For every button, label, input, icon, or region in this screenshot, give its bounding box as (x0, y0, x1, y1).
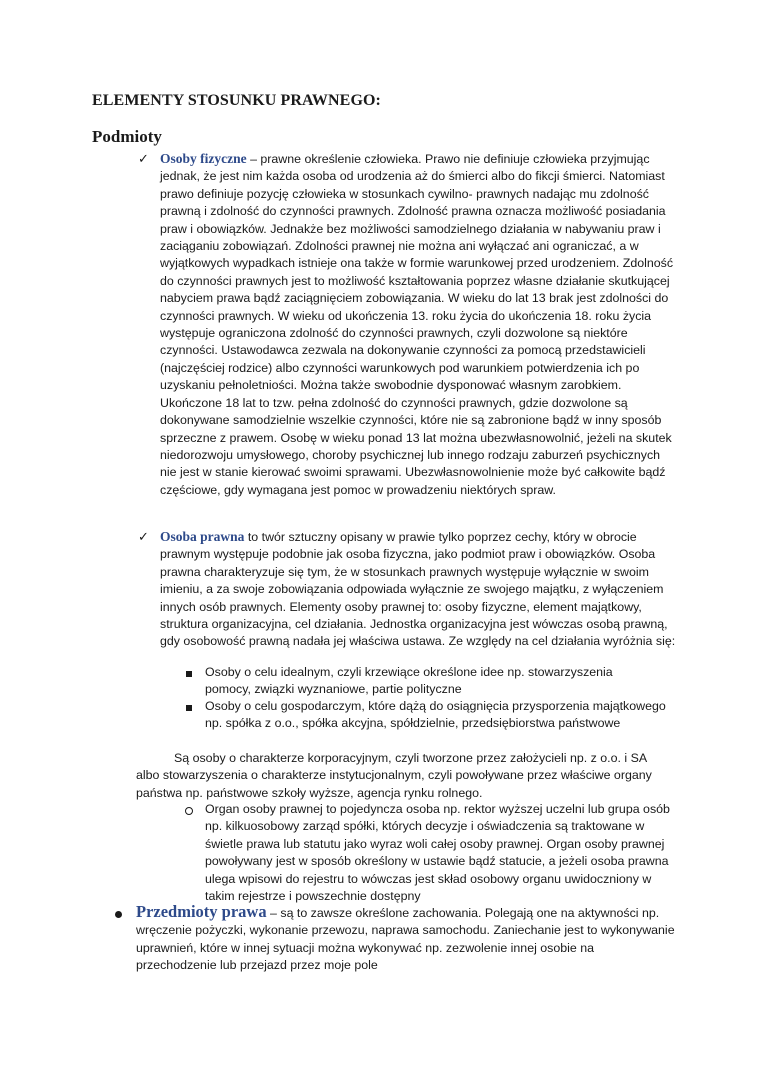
checkmark-icon: ✓ (138, 529, 149, 544)
osoby-fizyczne-term: Osoby fizyczne (160, 151, 247, 166)
korporacyjne-paragraph: Są osoby o charakterze korporacyjnym, czyli tworzone przez założycieli np. z o.o. i SA albo stowarzyszenia o charakterze instytucjonalnym, czyli powoływane przez właściwe organy państwa np. państwowe szkoły wyższe, agencja rynku rolnego. (136, 751, 652, 800)
osoby-fizyczne-text: – prawne określenie człowieka. Prawo nie definiuje człowieka przyjmując jednak, że jest nim każda osoba od urodzenia aż do śmierci albo do fikcji śmierci. Natomiast prawo definiuje pozycję człowieka w stosunkach cywilno- prawnych nadając mu zdolność prawną i zdolność do czynności prawnych. Zdolność prawna oznacza możliwość posiadania praw i obowiązków. Jednakże bez możliwości samodzielnego działania w nabywaniu praw i zaciąganiu zobowiązań. Zdolności prawnej nie można ani wyłączać ani ograniczać, a w wyjątkowych wypadkach istnieje ona także w formie warunkowej przed urodzeniem. Zdolność do czynności prawnych jest to możliwość kształtowania poprzez własne działanie skutkującej nabyciem prawa bądź zaciągnięciem zobowiązania. W wieku do lat 13 brak jest zdolności do czynności prawnych. W wieku od ukończenia 13. roku życia do ukończenia 18. roku życia występuje ograniczona zdolność do czynności prawnych, czyli dozwolone są niektóre czynności. Ustawodawca zezwala na dokonywanie czynności za pomocą przedstawicieli (najczęściej rodzice) albo czynności warunkowych pod warunkiem potwierdzenia ich po uzyskaniu pełnoletniości. Można także swobodnie dysponować własnym zarobkiem. Ukończone 18 lat to tzw. pełna zdolność do czynności prawnych, gdzie dozwolone są dokonywane samodzielnie wszelkie czynności, które nie są zabronione bądź w inny sposób sprzeczne z prawem. Osobę w wieku ponad 13 lat można ubezwłasnowolnić, jeżeli na skutek niedorozwoju umysłowego, choroby psychicznej lub innego rodzaju zaburzeń psychicznych nie jest w stanie kierować swoimi sprawami. Ubezwłasnowolnienie może być całkowite bądź częściowe, gdy wymagana jest pomoc w prowadzeniu niektórych spraw. (160, 152, 674, 497)
section-heading-podmioty: Podmioty (92, 127, 162, 146)
sub-item-gospodarczy: Osoby o celu gospodarczym, które dążą do osiągnięcia przysporzenia majątkowego np. spółka z o.o., spółka akcyjna, spółdzielnie, przedsiębiorstwa państwowe (205, 699, 666, 731)
organ-paragraph: Organ osoby prawnej to pojedyncza osoba np. rektor wyższej uczelni lub grupa osób np. kilkuosobowy zarząd spółki, których decyzje i oświadczenia są traktowane w świetle prawa lub statutu jako wyraz woli całej osoby prawnej. Organ osoby prawnej powoływany jest w sposób określony w ustawie bądź statucie, a jeżeli osoba prawna ulega wpisowi do rejestru to wówczas jest skład osobowy organu uwidoczniony w takim rejestrze i powszechnie dostępny (205, 802, 670, 904)
checkmark-icon: ✓ (138, 151, 149, 166)
bullet-icon (115, 911, 122, 918)
circle-bullet-icon (185, 807, 193, 815)
osoby-fizyczne-paragraph (160, 150, 678, 499)
przedmioty-term: Przedmioty prawa (136, 902, 267, 921)
przedmioty-paragraph (136, 903, 676, 975)
document-title: ELEMENTY STOSUNKU PRAWNEGO: (92, 92, 381, 109)
osoba-prawna-text: to twór sztuczny opisany w prawie tylko poprzez cechy, który w obrocie prawnym występuje podobnie jak osoba fizyczna, jako podmiot praw i obowiązków. Osoba prawna charakteryzuje się tym, że w stosunkach prawnych występuje wyłącznie w swoim imieniu, a za swoje zobowiązania odpowiada wyłącznie ze swojego majątku, z wyłączeniem innych osób prawnych. Elementy osoby prawnej to: osoby fizyczne, element majątkowy, struktura organizacyjna, cel działania. Jednostka organizacyjna jest wówczas osobą prawną, gdy osobowość prawną nadała jej właściwa ustawa. Ze względy na cel działania wyróżnia się: (160, 530, 676, 649)
sub-item-idealny: Osoby o celu idealnym, czyli krzewiące określone idee np. stowarzyszenia pomocy, związki wyznaniowe, partie polityczne (205, 665, 613, 697)
przedmioty-text: – są to zawsze określone zachowania. Polegają one na aktywności np. wręczenie pożyczki, wykonanie przewozu, naprawa samochodu. Zaniechanie jest to wykonywanie uprawnień, które w innej sytuacji można wykonywać np. zezwolenie innej osobie na przechodzenie lub przejazd przez moje pole (136, 906, 675, 973)
square-bullet-icon (186, 705, 192, 711)
square-bullet-icon (186, 671, 192, 677)
osoba-prawna-paragraph (160, 528, 678, 651)
osoba-prawna-term: Osoba prawna (160, 529, 245, 544)
